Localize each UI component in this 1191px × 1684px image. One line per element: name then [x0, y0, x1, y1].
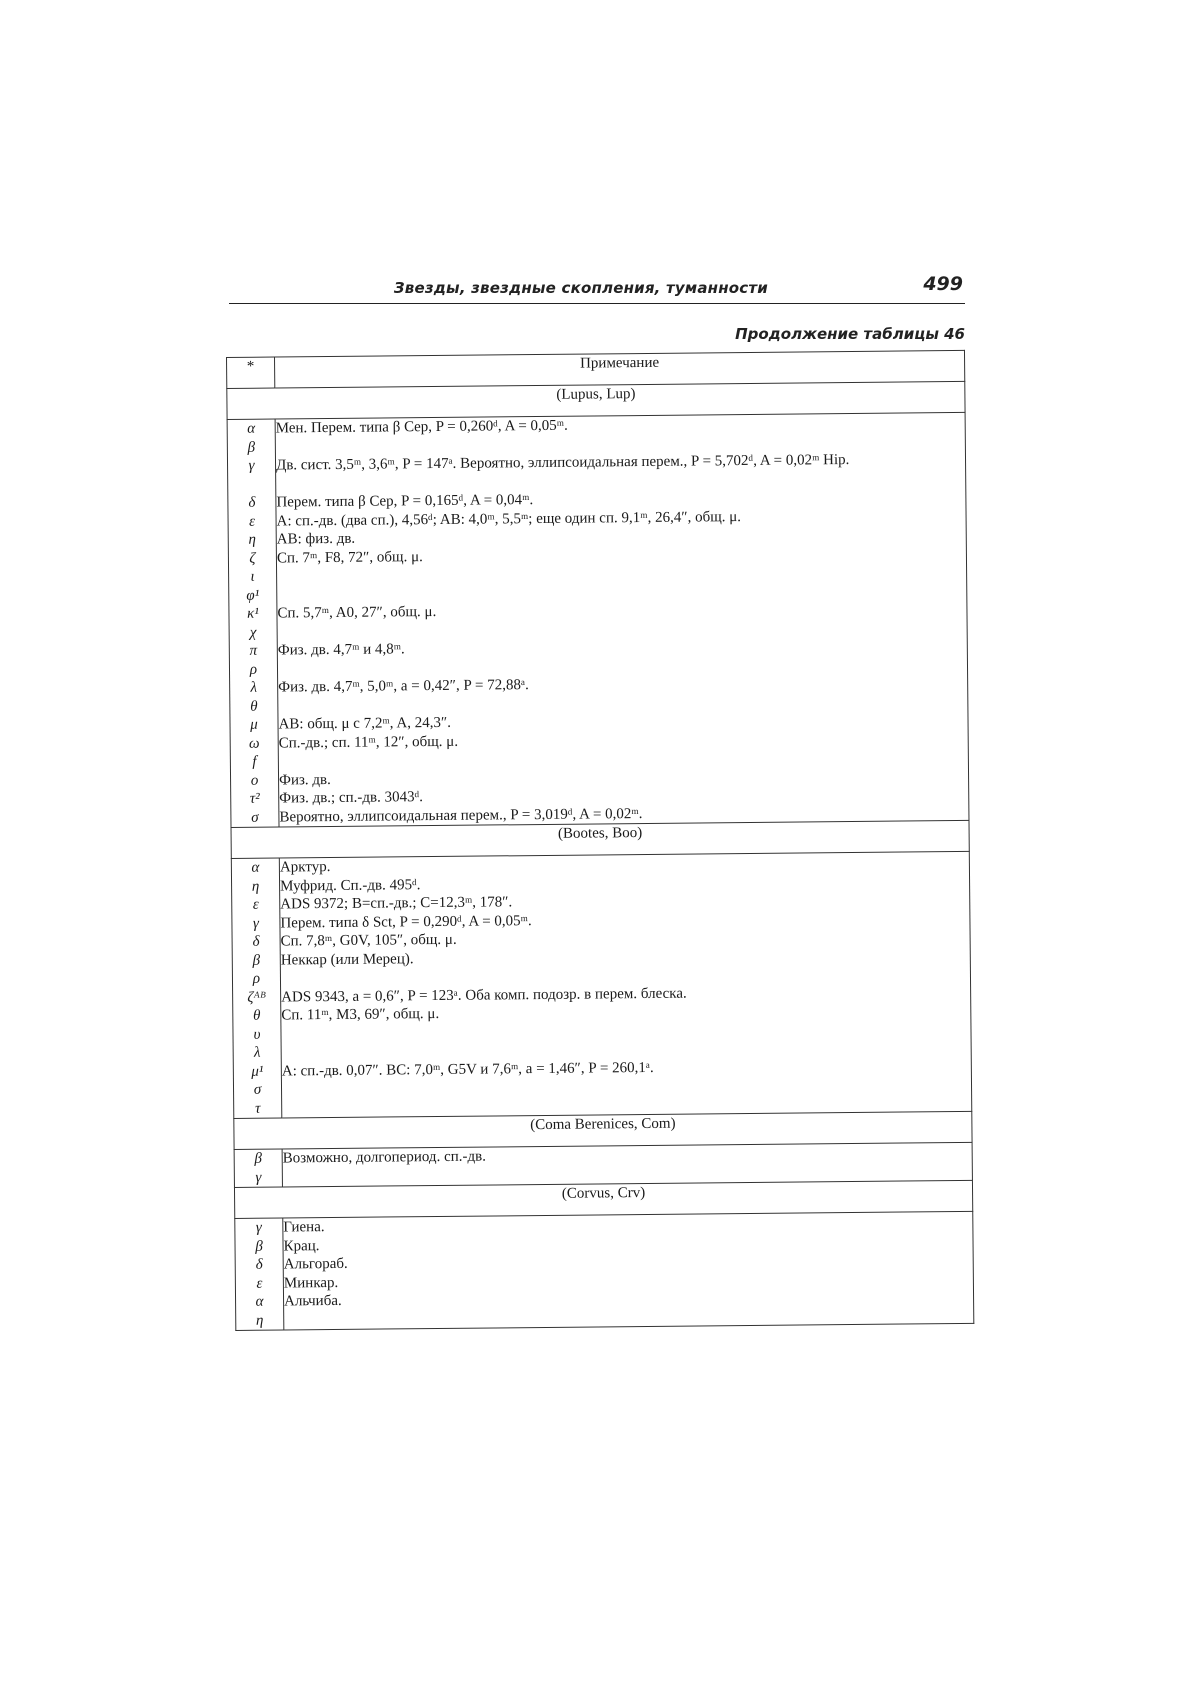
star-symbol: σ [251, 809, 259, 826]
section-title: (Corvus, Crv) [234, 1180, 972, 1218]
section-body-row [231, 851, 971, 1118]
note-text: Мен. Перем. типа β Cep, P = 0,260ᵈ, A = 0,05ᵐ. [275, 417, 568, 437]
note-text: Физ. дв. [278, 771, 331, 789]
note-column [275, 412, 969, 827]
column-header-note: Примечание [275, 350, 965, 388]
note-text: Минкар. [283, 1274, 339, 1291]
star-symbol: γ [248, 457, 255, 474]
star-symbol: β [247, 439, 256, 456]
note-text: Вероятно, эллипсоидальная перем., P = 3,019ᵈ, A = 0,02ᵐ. [279, 805, 643, 826]
note-text: Гиена. [283, 1219, 325, 1236]
star-symbol: κ¹ [247, 605, 259, 622]
star-symbol: λ [253, 1044, 261, 1061]
star-symbol: ω [248, 735, 260, 752]
note-text: A: сп.-дв. 0,07″. BC: 7,0ᵐ, G5V и 7,6ᵐ, a = 1,46″, P = 260,1ᵃ. [281, 1059, 654, 1079]
star-symbol: σ [253, 1081, 262, 1098]
star-symbol: λ [250, 679, 258, 696]
star-symbol: τ² [249, 790, 260, 807]
star-symbol: ζ [249, 550, 256, 567]
star-symbol: υ [253, 1026, 261, 1043]
note-text: AB: физ. дв. [276, 530, 356, 548]
section-title: (Bootes, Boo) [231, 820, 969, 858]
section-title: (Lupus, Lup) [227, 381, 965, 419]
star-symbol: γ [255, 1169, 262, 1186]
star-symbol-column [234, 1149, 282, 1187]
star-symbol: f [252, 753, 257, 770]
star-symbol: α [247, 420, 256, 437]
note-text: Физ. дв. 4,7ᵐ и 4,8ᵐ. [277, 641, 405, 659]
note-text: Сп. 7ᵐ, F8, 72″, общ. μ. [276, 548, 423, 567]
note-text: Сп. 7,8ᵐ, G0V, 105″, общ. μ. [280, 931, 457, 950]
star-symbol: β [254, 1150, 263, 1167]
note-text: Муфрид. Сп.-дв. 495ᵈ. [280, 876, 421, 895]
note-text: Неккар (или Мерец). [280, 950, 414, 969]
page-header [229, 275, 965, 304]
star-symbol: ρ [249, 661, 258, 678]
table-caption: Продолжение таблицы 46 [735, 325, 965, 343]
section-title: (Coma Berenices, Com) [234, 1111, 972, 1149]
note-text: Альчиба. [283, 1292, 342, 1310]
star-symbol: θ [250, 698, 258, 715]
star-symbol: δ [248, 494, 256, 511]
table-body [227, 381, 974, 1330]
star-symbol: χ [249, 624, 257, 641]
note-text: Сп. 5,7ᵐ, A0, 27″, общ. μ. [277, 603, 437, 622]
note-column [279, 851, 971, 1118]
star-symbol: μ¹ [251, 1063, 264, 1080]
note-column [283, 1211, 974, 1330]
notes-table [226, 350, 974, 1331]
note-text: ADS 9372; B=сп.-дв.; C=12,3ᵐ, 178″. [280, 894, 513, 913]
note-text: Перем. типа δ Sct, P = 0,290ᵈ, A = 0,05ᵐ. [280, 912, 532, 932]
note-text: Крац. [283, 1237, 320, 1254]
note-text: Сп. 11ᵐ, M3, 69″, общ. μ. [281, 1005, 440, 1024]
column-header-star: * [227, 357, 275, 388]
note-text: AB: общ. μ с 7,2ᵐ, A, 24,3″. [278, 714, 452, 733]
star-symbol: ε [249, 513, 256, 530]
note-text: Перем. типа β Cep, P = 0,165ᵈ, A = 0,04ᵐ. [276, 492, 534, 511]
star-symbol-column [231, 858, 281, 1118]
star-symbol: β [252, 952, 261, 969]
note-column [282, 1142, 972, 1187]
star-symbol: ρ [252, 970, 261, 987]
star-symbol: β [255, 1238, 263, 1255]
note-text: ADS 9343, a = 0,6″, P = 123ᵃ. Оба комп. подозр. в перем. блеска. [281, 985, 687, 1005]
star-symbol: θ [253, 1007, 261, 1024]
star-symbol: α [251, 859, 260, 876]
star-symbol: α [255, 1293, 264, 1310]
star-symbol: μ [250, 716, 258, 733]
note-text: Физ. дв. 4,7ᵐ, 5,0ᵐ, a = 0,42″, P = 72,88ᵃ. [278, 677, 529, 696]
star-symbol: η [248, 531, 257, 548]
star-symbol: ε [256, 1275, 263, 1292]
star-symbol-column [227, 419, 279, 827]
note-text: Арктур. [279, 859, 331, 876]
star-symbol: δ [252, 933, 260, 950]
star-symbol: γ [252, 915, 259, 932]
note-text: A: сп.-дв. (два сп.), 4,56ᵈ; AB: 4,0ᵐ, 5,5ᵐ; еще один сп. 9,1ᵐ, 26,4″, общ. μ. [276, 508, 742, 530]
page-number: 499 [923, 273, 963, 295]
note-text: Физ. дв.; сп.-дв. 3043ᵈ. [279, 789, 424, 807]
note-text: Сп.-дв.; сп. 11ᵐ, 12″, общ. μ. [278, 733, 459, 752]
star-symbol: τ [254, 1100, 261, 1117]
star-symbol: γ [255, 1219, 262, 1236]
star-symbol-column [235, 1218, 284, 1330]
star-symbol: π [249, 642, 258, 659]
note-text: Дв. сист. 3,5ᵐ, 3,6ᵐ, P = 147ᵃ. Вероятно, эллипсоидальная перем., P = 5,702ᵈ, A = 0,02ᵐ Hip. [275, 452, 850, 474]
section-body-row [235, 1211, 974, 1330]
section-body-row [227, 412, 969, 827]
star-symbol: η [255, 1312, 264, 1329]
note-text: Альгораб. [283, 1255, 348, 1273]
star-symbol: o [250, 772, 259, 789]
star-symbol: η [251, 878, 260, 895]
star-symbol: φ¹ [246, 587, 260, 604]
star-symbol: ζᴬᴮ [247, 989, 267, 1006]
note-text: Возможно, долгопериод. сп.-дв. [282, 1148, 486, 1167]
star-symbol: ε [252, 896, 259, 913]
star-symbol: ι [250, 568, 255, 585]
star-symbol: δ [255, 1256, 263, 1273]
running-title: Звезды, звездные скопления, туманности [393, 279, 768, 297]
